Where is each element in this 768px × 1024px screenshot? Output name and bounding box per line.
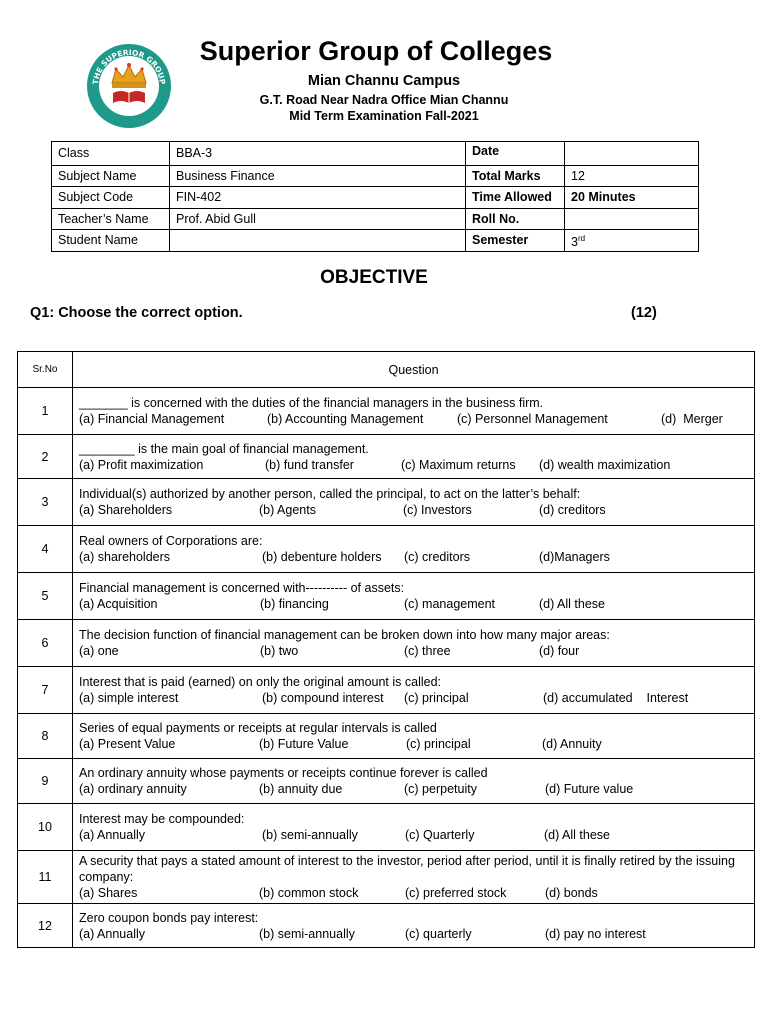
- semester-label: Semester: [466, 230, 565, 252]
- option-list: [79, 885, 748, 901]
- questions-table: [17, 351, 755, 948]
- option-list: [79, 827, 748, 843]
- question-text: An ordinary annuity whose payments or receipts continue forever is called: [79, 766, 488, 780]
- question-row: [18, 435, 755, 479]
- info-row: [52, 187, 699, 209]
- question-row: [18, 714, 755, 759]
- answer-option[interactable]: (b) fund transfer: [265, 457, 354, 472]
- option-list: [79, 690, 748, 706]
- answer-option[interactable]: (b) semi-annually: [259, 926, 355, 941]
- answer-option[interactable]: (c) Quarterly: [405, 828, 475, 842]
- roll-no-label: Roll No.: [466, 208, 565, 230]
- subject-name-label: Subject Name: [52, 165, 170, 187]
- option-list: [79, 736, 748, 752]
- option-list: [79, 596, 748, 612]
- answer-option[interactable]: (c) Maximum returns: [401, 457, 516, 472]
- question-number: 12: [18, 904, 73, 948]
- answer-option[interactable]: (a) Present Value: [79, 737, 176, 751]
- answer-option[interactable]: (c) preferred stock: [405, 886, 507, 900]
- question-text: Real owners of Corporations are:: [79, 534, 263, 548]
- question-cell: [73, 620, 755, 667]
- answer-option[interactable]: (a) simple interest: [79, 691, 179, 705]
- section-heading: OBJECTIVE: [320, 267, 428, 288]
- answer-option[interactable]: (d) pay no interest: [545, 926, 646, 941]
- answer-option[interactable]: (b) annuity due: [259, 782, 343, 796]
- teacher-name-value: Prof. Abid Gull: [170, 208, 466, 230]
- answer-option[interactable]: (b) Agents: [259, 503, 316, 517]
- teacher-name-label: Teacher’s Name: [52, 208, 170, 230]
- question-row: [18, 479, 755, 526]
- answer-option[interactable]: (b) financing: [260, 597, 329, 611]
- answer-option[interactable]: (b) two: [260, 644, 299, 658]
- answer-option[interactable]: (d) Merger: [661, 412, 723, 426]
- sr-no-header: Sr.No: [18, 352, 73, 388]
- answer-option[interactable]: (a) Shares: [79, 886, 138, 900]
- answer-option[interactable]: (a) one: [79, 644, 119, 658]
- student-name-label: Student Name: [52, 230, 170, 252]
- info-row: [52, 142, 699, 166]
- question-number: 1: [18, 388, 73, 435]
- question-number: 3: [18, 479, 73, 526]
- campus-address: G.T. Road Near Nadra Office Mian Channu: [259, 93, 509, 107]
- question-row: [18, 804, 755, 851]
- question-row: [18, 573, 755, 620]
- total-marks-value: 12: [565, 165, 699, 187]
- question-row: [18, 759, 755, 804]
- option-list: [79, 781, 748, 797]
- answer-option[interactable]: (c) management: [404, 597, 496, 611]
- answer-option[interactable]: (c) perpetuity: [404, 782, 477, 796]
- answer-option[interactable]: (b) Accounting Management: [267, 412, 424, 426]
- question-text: _______ is concerned with the duties of the financial managers in the business firm.: [79, 396, 544, 410]
- question-text: Financial management is concerned with---------- of assets:: [79, 581, 405, 595]
- answer-option[interactable]: (a) Financial Management: [79, 412, 225, 426]
- answer-option[interactable]: (d) four: [539, 644, 580, 658]
- semester-number: 3: [571, 234, 578, 249]
- question-header: Question: [73, 352, 755, 388]
- college-title: Superior Group of Colleges: [199, 36, 553, 66]
- question-marks: (12): [631, 305, 657, 321]
- answer-option[interactable]: (a) Shareholders: [79, 503, 173, 517]
- question-text: Interest that is paid (earned) on only the original amount is called:: [79, 675, 442, 689]
- semester-value: [565, 230, 699, 252]
- table-header-row: [18, 352, 755, 388]
- question-number: 8: [18, 714, 73, 759]
- question-number: 2: [18, 435, 73, 479]
- info-row: [52, 230, 699, 252]
- question-number: 4: [18, 526, 73, 573]
- answer-option[interactable]: (d) accumulated Interest: [543, 691, 689, 705]
- question-text: The decision function of financial management can be broken down into how many major areas:: [79, 628, 610, 642]
- answer-option[interactable]: (a) Annually: [79, 828, 146, 842]
- answer-option[interactable]: (d) Annuity: [542, 737, 602, 751]
- answer-option[interactable]: (b) compound interest: [262, 691, 384, 705]
- answer-option[interactable]: (b) common stock: [259, 886, 359, 900]
- answer-option[interactable]: (c) three: [404, 644, 451, 658]
- answer-option[interactable]: (c) Investors: [403, 503, 472, 517]
- question-text: Zero coupon bonds pay interest:: [79, 910, 259, 925]
- answer-option[interactable]: (d) Future value: [545, 782, 634, 796]
- option-list: [79, 549, 748, 565]
- time-allowed-label: Time Allowed: [466, 187, 565, 209]
- answer-option[interactable]: (c) creditors: [404, 550, 470, 564]
- question-number: 9: [18, 759, 73, 804]
- question-row: [18, 526, 755, 573]
- question-text: ________ is the main goal of financial management.: [79, 441, 369, 456]
- campus-name: Mian Channu Campus: [307, 73, 461, 89]
- question-text: Individual(s) authorized by another person, called the principal, to act on the latter’s behalf:: [79, 487, 581, 501]
- answer-option[interactable]: (a) Profit maximization: [79, 457, 204, 472]
- question-row: [18, 667, 755, 714]
- answer-option[interactable]: (d) creditors: [539, 503, 606, 517]
- question-text: A security that pays a stated amount of interest to the investor, period after period, until it is finally retired by the issuing company:: [79, 854, 735, 884]
- answer-option[interactable]: (b) semi-annually: [262, 828, 358, 842]
- question-row: [18, 904, 755, 948]
- answer-option[interactable]: (c) principal: [406, 737, 471, 751]
- info-row: [52, 208, 699, 230]
- question-instruction: Q1: Choose the correct option.: [30, 305, 243, 321]
- question-cell: [73, 714, 755, 759]
- question-number: 7: [18, 667, 73, 714]
- time-allowed-value: 20 Minutes: [565, 187, 699, 209]
- svg-text:THE SUPERIOR GROUP: THE SUPERIOR GROUP: [90, 47, 168, 85]
- question-row: [18, 851, 755, 904]
- subject-code-value: FIN-402: [170, 187, 466, 209]
- question-cell: [73, 759, 755, 804]
- exam-info-table: [51, 141, 699, 252]
- question-cell: [73, 573, 755, 620]
- option-list: [79, 643, 748, 659]
- option-list: [79, 926, 748, 942]
- roll-no-value[interactable]: [565, 208, 699, 230]
- answer-option[interactable]: (c) quarterly: [405, 926, 472, 941]
- question-cell: [73, 904, 755, 948]
- question-cell: [73, 435, 755, 479]
- question-number: 10: [18, 804, 73, 851]
- total-marks-label: Total Marks: [466, 165, 565, 187]
- class-label: Class: [52, 142, 170, 166]
- question-cell: [73, 526, 755, 573]
- answer-option[interactable]: (a) Annually: [79, 926, 146, 941]
- answer-option[interactable]: (a) shareholders: [79, 550, 171, 564]
- question-row: [18, 620, 755, 667]
- question-row: [18, 388, 755, 435]
- question-cell: [73, 851, 755, 904]
- answer-option[interactable]: (a) Acquisition: [79, 597, 158, 611]
- questions-body: [18, 388, 755, 948]
- answer-option[interactable]: (a) ordinary annuity: [79, 782, 187, 796]
- option-list: [79, 457, 748, 473]
- answer-option[interactable]: (d) All these: [544, 828, 611, 842]
- exam-title: Mid Term Examination Fall-2021: [289, 109, 479, 123]
- question-text: Interest may be compounded:: [79, 812, 245, 826]
- semester-suffix: rd: [577, 233, 586, 243]
- answer-option[interactable]: (c) principal: [404, 691, 469, 705]
- answer-option[interactable]: (d)Managers: [539, 550, 610, 564]
- svg-text:MIAN CHANNU: MIAN CHANNU: [110, 102, 148, 114]
- option-list: [79, 411, 748, 427]
- answer-option[interactable]: (c) Personnel Management: [457, 412, 608, 426]
- class-value: BBA-3: [170, 142, 466, 166]
- answer-option[interactable]: (d) All these: [539, 597, 606, 611]
- date-label: Date: [466, 142, 565, 166]
- date-value[interactable]: [565, 142, 699, 166]
- question-number: 5: [18, 573, 73, 620]
- question-cell: [73, 388, 755, 435]
- question-number: 11: [18, 851, 73, 904]
- question-cell: [73, 667, 755, 714]
- answer-option[interactable]: (b) Future Value: [259, 737, 349, 751]
- answer-option[interactable]: (d) wealth maximization: [539, 457, 671, 472]
- info-row: [52, 165, 699, 187]
- option-list: [79, 502, 748, 518]
- question-cell: [73, 804, 755, 851]
- question-text: Series of equal payments or receipts at regular intervals is called: [79, 721, 437, 735]
- question-number: 6: [18, 620, 73, 667]
- subject-code-label: Subject Code: [52, 187, 170, 209]
- subject-name-value: Business Finance: [170, 165, 466, 187]
- student-name-value[interactable]: [170, 230, 466, 252]
- answer-option[interactable]: (b) debenture holders: [262, 550, 382, 564]
- answer-option[interactable]: (d) bonds: [545, 886, 598, 900]
- question-cell: [73, 479, 755, 526]
